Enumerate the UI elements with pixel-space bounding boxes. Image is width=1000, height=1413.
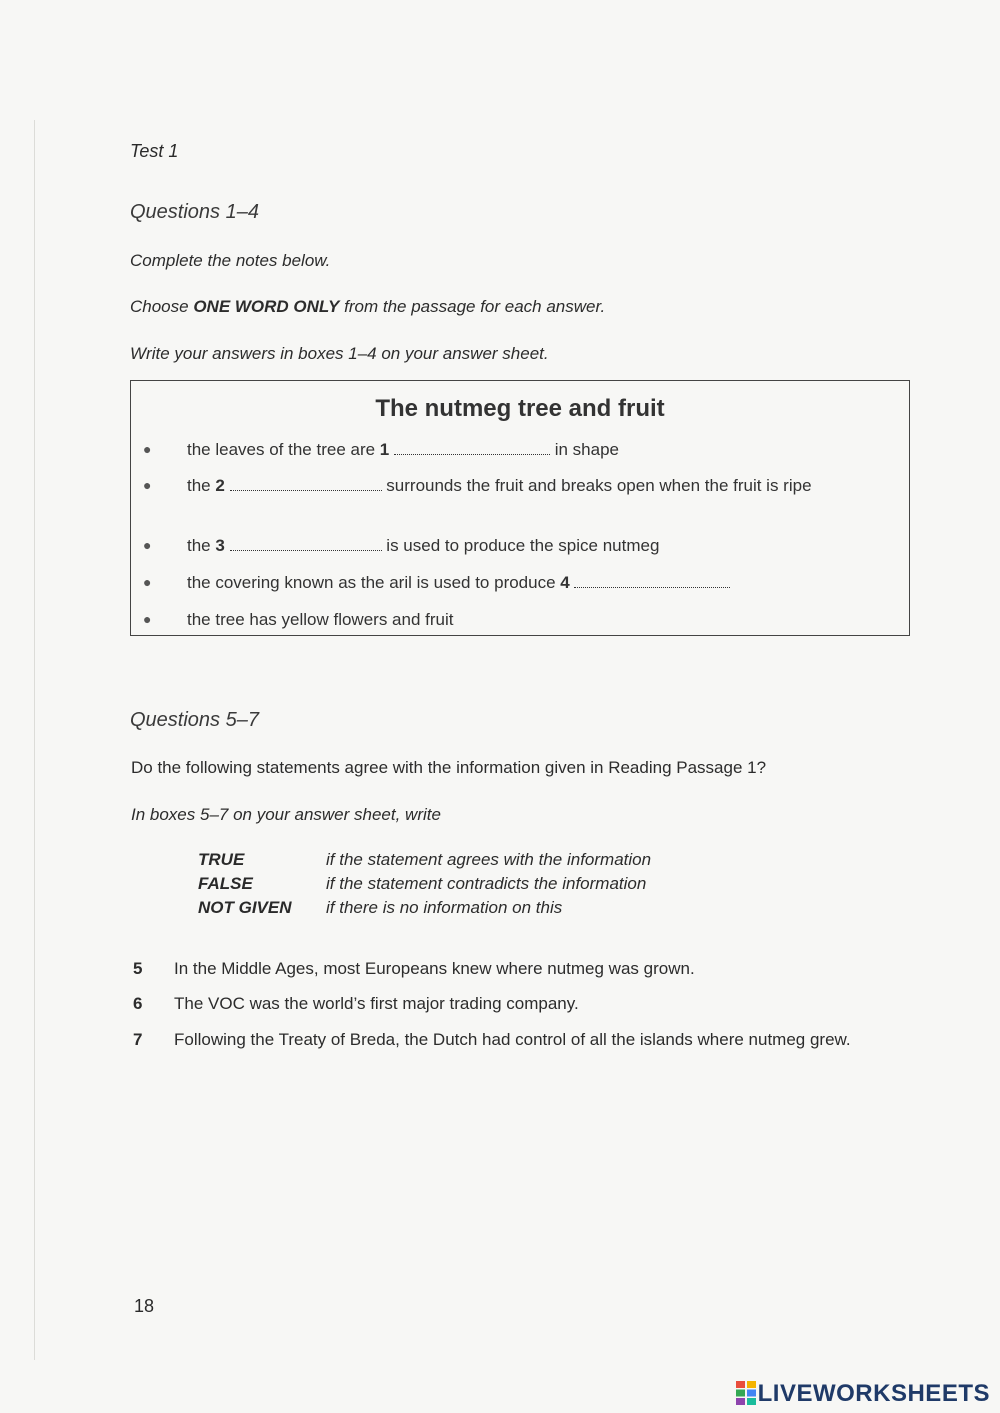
running-head: Test 1 <box>130 141 179 161</box>
section2-heading: Questions 5–7 <box>130 709 259 731</box>
answer-gap-4[interactable] <box>574 577 730 588</box>
bullet-icon: ● <box>143 441 152 457</box>
section1-heading: Questions 1–4 <box>130 201 259 223</box>
option-false: FALSE if the statement contradicts the information <box>198 874 647 893</box>
option-true: TRUE if the statement agrees with the information <box>198 850 652 869</box>
liveworksheets-logo-icon <box>736 1381 756 1405</box>
option-not-given: NOT GIVEN if there is no information on this <box>198 898 563 917</box>
note-item: ● the covering known as the aril is used to produce 4 <box>187 570 867 595</box>
statement-5: 5 In the Middle Ages, most Europeans knew where nutmeg was grown. <box>133 959 695 978</box>
section2-instruction-1: Do the following statements agree with the information given in Reading Passage 1? <box>131 758 767 777</box>
answer-gap-2[interactable] <box>230 480 382 491</box>
section1-instruction-1: Complete the notes below. <box>130 251 331 270</box>
liveworksheets-watermark[interactable] <box>736 1380 990 1408</box>
bullet-icon: ● <box>143 574 152 590</box>
notes-title: The nutmeg tree and fruit <box>375 395 665 422</box>
statement-6: 6 The VOC was the world’s first major trading company. <box>133 994 579 1013</box>
section2-instruction-2: In boxes 5–7 on your answer sheet, write <box>131 805 441 824</box>
answer-gap-1[interactable] <box>394 444 550 455</box>
page-number: 18 <box>134 1296 155 1316</box>
section1-instruction-2: Choose ONE WORD ONLY from the passage for each answer. <box>130 297 606 316</box>
notes-box <box>130 380 910 636</box>
section1-instruction-3: Write your answers in boxes 1–4 on your answer sheet. <box>130 344 549 363</box>
note-item: ● the 3 is used to produce the spice nutmeg <box>187 533 867 558</box>
note-item: ● the tree has yellow flowers and fruit <box>187 607 867 632</box>
bullet-icon: ● <box>143 611 152 627</box>
note-item: ● the leaves of the tree are 1 in shape <box>187 437 867 462</box>
statement-7: 7 Following the Treaty of Breda, the Dutch had control of all the islands where nutmeg grew. <box>133 1030 851 1049</box>
bullet-icon: ● <box>143 537 152 553</box>
answer-gap-3[interactable] <box>230 540 382 551</box>
page-edge <box>34 120 35 1360</box>
bullet-icon: ● <box>143 477 152 493</box>
note-item: ● the 2 surrounds the fruit and breaks open when the fruit is ripe <box>187 473 847 498</box>
watermark-text: LIVEWORKSHEETS <box>757 1380 990 1407</box>
